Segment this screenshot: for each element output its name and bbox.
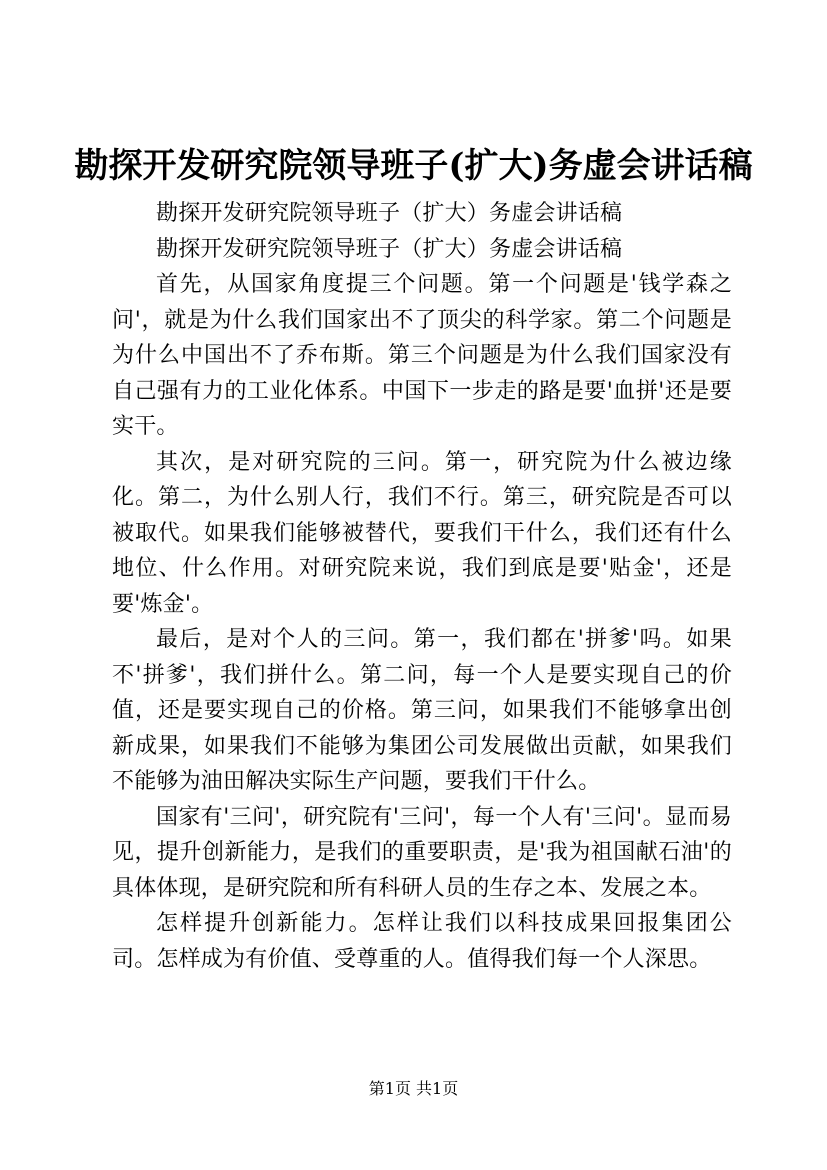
page-footer: 第1页 共1页 [368, 1079, 459, 1098]
paragraph-conclusion: 怎样提升创新能力。怎样让我们以科技成果回报集团公司。怎样成为有价值、受尊重的人。值得我们每一个人深思。 [112, 911, 732, 972]
document-body [112, 196, 732, 977]
paragraph-summary: 国家有'三问'，研究院有'三问'，每一个人有'三问'。显而易见，提升创新能力，是我们的重要职责，是'我为祖国献石油'的具体体现，是研究院和所有科研人员的生存之本、发展之本。 [112, 804, 732, 901]
paragraph-institute-questions: 其次，是对研究院的三问。第一，研究院为什么被边缘化。第二，为什么别人行，我们不行。第三，研究院是否可以被取代。如果我们能够被替代，要我们干什么，我们还有什么地位、什么作用。对研究院来说，我们到底是要'贴金'，还是要'炼金'。 [112, 449, 732, 617]
document-title: 勘探开发研究院领导班子(扩大)务虚会讲话稿 [74, 146, 753, 186]
paragraph-personal-questions: 最后，是对个人的三问。第一，我们都在'拼爹'吗。如果不'拼爹'，我们拼什么。第二问，每一个人是要实现自己的价值，还是要实现自己的价格。第三问，如果我们不能够拿出创新成果，如果我们不能够为集团公司发展做出贡献，如果我们不能够为油田解决实际生产问题，要我们干什么。 [112, 627, 732, 794]
subtitle-line-1: 勘探开发研究院领导班子（扩大）务虚会讲话稿 [156, 201, 623, 226]
subtitle-line-2: 勘探开发研究院领导班子（扩大）务虚会讲话稿 [156, 236, 623, 262]
paragraph-national-questions: 首先，从国家角度提三个问题。第一个问题是'钱学森之问'，就是为什么我们国家出不了顶尖的科学家。第二个问题是为什么中国出不了乔布斯。第三个问题是为什么我们国家没有自己强有力的工业化体系。中国下一步走的路是要'血拼'还是要实干。 [112, 272, 732, 439]
